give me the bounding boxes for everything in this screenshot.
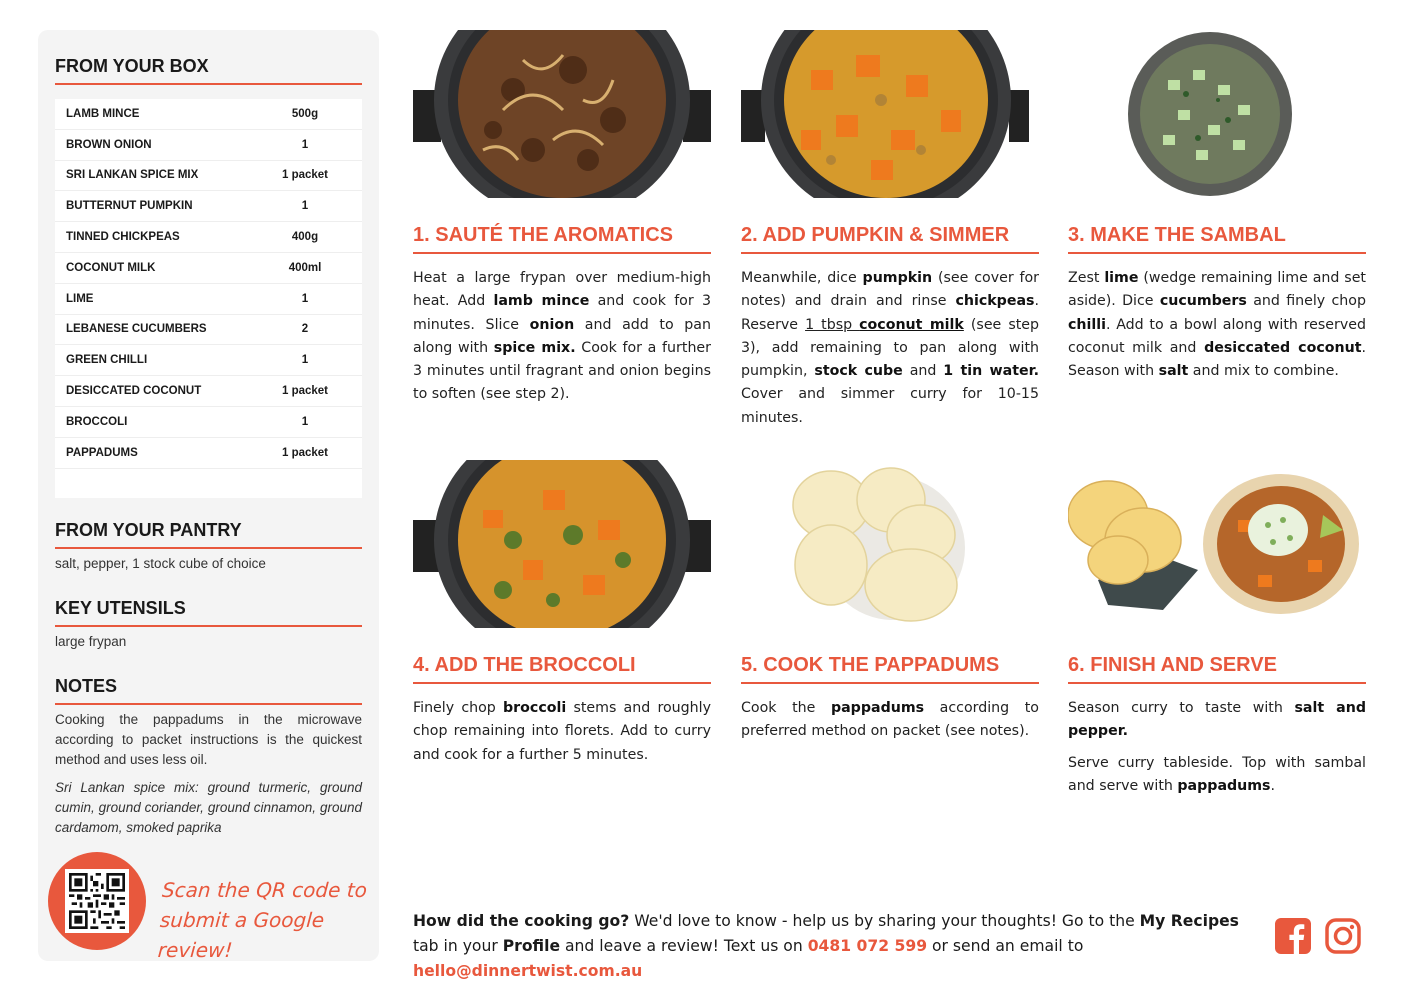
text-run: and finely chop xyxy=(1246,293,1366,310)
ingredient-name: COCONUT MILK xyxy=(66,261,156,274)
step-2-body xyxy=(741,267,1039,430)
footer-question: How did the cooking go? xyxy=(413,912,630,930)
text-run: and xyxy=(902,363,944,380)
step-5-photo xyxy=(741,460,1039,628)
text-run: Serve curry tableside. Top with sambal and serve with xyxy=(1068,754,1366,794)
utensils-text: large frypan xyxy=(55,634,127,649)
text-run: stock cube xyxy=(814,363,903,380)
text-run: (see step 3), add remaining to pan along with pumpkin, xyxy=(741,316,1040,380)
ingredient-qty: 1 xyxy=(301,138,309,151)
ingredient-name: PAPPADUMS xyxy=(66,446,138,459)
footer-text-2: tab in your xyxy=(413,937,503,955)
text-run: chilli xyxy=(1068,316,1106,333)
notes-title: NOTES xyxy=(55,676,362,705)
ingredient-name: SRI LANKAN SPICE MIX xyxy=(66,169,199,182)
text-run: lime xyxy=(1104,270,1139,286)
text-run: (wedge remaining lime and set aside). Dice xyxy=(1068,270,1366,310)
footer-text-3: and leave a review! Text us on xyxy=(560,937,808,955)
ingredient-row xyxy=(55,284,362,315)
step-6-photo xyxy=(1068,460,1366,628)
text-run: and mix to combine. xyxy=(1188,363,1339,380)
instagram-icon[interactable] xyxy=(1325,918,1361,954)
ingredient-name: LAMB MINCE xyxy=(66,107,140,120)
ingredient-row xyxy=(55,99,362,130)
step-3-photo xyxy=(1068,30,1366,198)
ingredient-name: BROCCOLI xyxy=(66,415,128,428)
text-run: chickpeas xyxy=(955,293,1035,310)
step-2-text xyxy=(741,267,1039,430)
text-run: cucumbers xyxy=(1159,293,1247,310)
text-run: pappadums xyxy=(830,700,925,716)
text-run: coconut milk xyxy=(859,316,964,333)
text-run: Meanwhile, dice xyxy=(741,270,863,286)
pantry-text: salt, pepper, 1 stock cube of choice xyxy=(55,556,266,571)
text-run: salt xyxy=(1158,363,1189,380)
ingredient-row xyxy=(55,130,362,161)
phone-link[interactable]: 0481 072 599 xyxy=(807,937,928,955)
ingredient-row xyxy=(55,161,362,192)
ingredients-sidebar xyxy=(38,30,379,961)
ingredient-name: LEBANESE CUCUMBERS xyxy=(66,323,207,336)
qr-badge xyxy=(48,852,146,950)
step-6-title: 6. FINISH AND SERVE xyxy=(1068,654,1366,684)
facebook-icon[interactable] xyxy=(1275,918,1311,954)
ingredient-row xyxy=(55,345,362,376)
footer-text-4: or send an email to xyxy=(927,937,1084,955)
text-run: lamb mince xyxy=(493,293,590,310)
step-4-title: 4. ADD THE BROCCOLI xyxy=(413,654,711,684)
step-5-text xyxy=(741,697,1039,744)
ingredient-name: DESICCATED COCONUT xyxy=(66,385,202,398)
ingredient-row xyxy=(55,191,362,222)
ingredient-qty: 1 packet xyxy=(281,446,329,459)
from-your-pantry-title: FROM YOUR PANTRY xyxy=(55,520,362,549)
ingredient-qty: 1 xyxy=(301,354,309,367)
text-run: . xyxy=(1270,777,1276,794)
step-1-title: 1. SAUTÉ THE AROMATICS xyxy=(413,224,711,254)
text-run: stems and roughly chop remaining into florets. Add to curry and cook for a further 5 minutes. xyxy=(413,700,711,763)
text-run: . Reserve xyxy=(741,293,1039,333)
qr-caption-line-2: submit a Google review! xyxy=(157,908,326,962)
text-run: 1 tin water. xyxy=(943,363,1039,380)
ingredient-qty: 1 xyxy=(301,200,309,213)
step-1-body xyxy=(413,267,711,407)
ingredient-qty: 1 packet xyxy=(281,385,329,398)
profile-link[interactable]: Profile xyxy=(502,937,561,955)
ingredient-row xyxy=(55,376,362,407)
step-5-body xyxy=(741,697,1039,744)
ingredient-qty: 400g xyxy=(291,231,319,244)
text-run: Cover and simmer curry for 10-15 minutes. xyxy=(741,386,1039,426)
text-run: pumpkin xyxy=(862,270,933,286)
ingredient-row xyxy=(55,253,362,284)
step-4-body xyxy=(413,697,711,767)
text-run: (see cover for notes) and drain and rinse xyxy=(741,270,1040,310)
step-3-text xyxy=(1068,267,1366,383)
text-run: Season curry to taste with xyxy=(1068,700,1295,716)
notes-spice-mix: Sri Lankan spice mix: ground turmeric, ground cumin, ground coriander, ground cinnamon, ground cardamom, smoked paprika xyxy=(55,780,362,835)
text-run: Cook for a further 3 minutes until fragrant and onion begins to soften (see step 2). xyxy=(413,339,711,403)
text-run: . Season with xyxy=(1068,339,1366,380)
step-6-text xyxy=(1068,697,1366,744)
ingredient-row xyxy=(55,407,362,438)
footer-text-1: We'd love to know - help us by sharing your thoughts! Go to the xyxy=(629,912,1140,930)
ingredient-name: TINNED CHICKPEAS xyxy=(66,231,180,244)
text-run: broccoli xyxy=(503,700,567,716)
text-run: salt and pepper. xyxy=(1068,700,1366,740)
text-run: and cook for 3 minutes. Slice xyxy=(413,293,711,333)
key-utensils-title: KEY UTENSILS xyxy=(55,598,362,627)
ingredient-name: GREEN CHILLI xyxy=(66,354,148,367)
ingredient-name: LIME xyxy=(66,292,94,305)
qr-caption xyxy=(157,875,373,965)
text-run: Cook the xyxy=(741,700,831,716)
text-run: pappadums xyxy=(1177,777,1271,794)
ingredient-row xyxy=(55,438,362,469)
qr-caption-line-1: Scan the QR code to xyxy=(161,878,368,902)
ingredient-qty: 2 xyxy=(301,323,309,336)
ingredient-qty: 400ml xyxy=(288,261,322,274)
ingredients-table xyxy=(55,99,362,498)
step-3-body xyxy=(1068,267,1366,383)
text-run: onion xyxy=(529,316,575,333)
step-1-photo xyxy=(413,30,711,198)
feedback-footer xyxy=(413,909,1263,984)
ingredient-row xyxy=(55,315,362,346)
qr-code-icon xyxy=(69,873,125,929)
step-2-title: 2. ADD PUMPKIN & SIMMER xyxy=(741,224,1039,254)
ingredient-qty: 1 xyxy=(301,292,309,305)
text-run: Heat a large frypan over medium-high heat. Add xyxy=(413,270,711,310)
step-6-text-2 xyxy=(1068,752,1366,799)
text-run: desiccated coconut xyxy=(1204,339,1362,356)
text-run: 1 tbsp xyxy=(805,316,860,333)
ingredient-qty: 1 xyxy=(301,415,309,428)
ingredient-name: BROWN ONION xyxy=(66,138,152,151)
step-4-text xyxy=(413,697,711,767)
text-run: according to preferred method on packet (see notes). xyxy=(741,700,1039,740)
ingredient-row xyxy=(55,222,362,253)
notes-text: Cooking the pappadums in the microwave according to packet instructions is the quickest method and uses less oil. xyxy=(55,712,362,767)
text-run: . Add to a bowl along with reserved coconut milk and xyxy=(1068,316,1366,356)
ingredient-qty: 500g xyxy=(291,107,319,120)
my-recipes-link[interactable]: My Recipes xyxy=(1139,912,1239,930)
step-5-title: 5. COOK THE PAPPADUMS xyxy=(741,654,1039,684)
step-1-text xyxy=(413,267,711,407)
ingredient-qty: 1 packet xyxy=(281,169,329,182)
step-2-photo xyxy=(741,30,1039,198)
email-link[interactable]: hello@dinnertwist.com.au xyxy=(413,962,643,980)
ingredient-name: BUTTERNUT PUMPKIN xyxy=(66,200,193,213)
text-run: Zest xyxy=(1068,270,1105,286)
text-run: spice mix. xyxy=(493,339,576,356)
qr-code[interactable] xyxy=(65,869,129,933)
text-run: and add to pan along with xyxy=(413,316,711,356)
step-4-photo xyxy=(413,460,711,628)
text-run: Finely chop xyxy=(413,700,504,716)
step-3-title: 3. MAKE THE SAMBAL xyxy=(1068,224,1366,254)
step-6-body xyxy=(1068,697,1366,798)
from-your-box-title: FROM YOUR BOX xyxy=(55,56,362,85)
